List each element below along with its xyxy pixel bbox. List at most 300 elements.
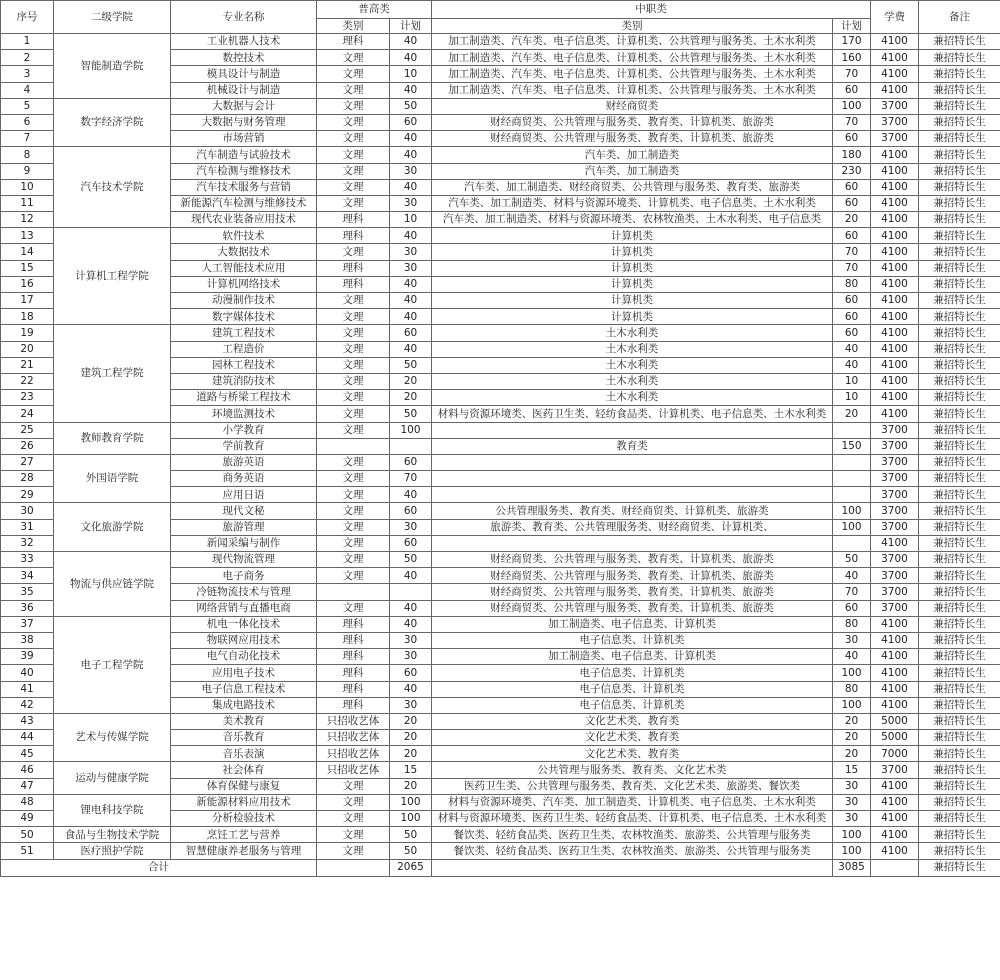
cell-tuition: 4100 xyxy=(871,276,919,292)
cell-vocational-category xyxy=(432,454,833,470)
cell-general-plan: 20 xyxy=(390,730,432,746)
cell-general-category: 文理 xyxy=(317,82,390,98)
cell-major: 软件技术 xyxy=(171,228,317,244)
cell-general-category: 文理 xyxy=(317,843,390,859)
cell-general-plan: 40 xyxy=(390,82,432,98)
cell-general-category: 文理 xyxy=(317,454,390,470)
cell-tuition: 4100 xyxy=(871,681,919,697)
cell-vocational-category: 计算机类 xyxy=(432,293,833,309)
cell-tuition: 4100 xyxy=(871,697,919,713)
cell-vocational-plan: 30 xyxy=(833,811,871,827)
cell-general-plan: 60 xyxy=(390,114,432,130)
cell-general-plan: 40 xyxy=(390,276,432,292)
cell-major: 汽车检测与维修技术 xyxy=(171,163,317,179)
cell-major: 汽车技术服务与营销 xyxy=(171,179,317,195)
cell-note: 兼招特长生 xyxy=(919,276,1000,292)
cell-general-category: 文理 xyxy=(317,147,390,163)
cell-vocational-plan: 10 xyxy=(833,390,871,406)
cell-vocational-category: 财经商贸类、公共管理与服务类、教育类、计算机类、旅游类 xyxy=(432,131,833,147)
cell-seq: 14 xyxy=(1,244,54,260)
cell-major: 商务英语 xyxy=(171,471,317,487)
cell-tuition: 3700 xyxy=(871,422,919,438)
cell-tuition: 4100 xyxy=(871,373,919,389)
cell-major: 美术教育 xyxy=(171,713,317,729)
cell-general-category: 理科 xyxy=(317,34,390,50)
cell-note: 兼招特长生 xyxy=(919,212,1000,228)
cell-vocational-plan: 20 xyxy=(833,730,871,746)
cell-general-plan: 100 xyxy=(390,811,432,827)
cell-major: 市场营销 xyxy=(171,131,317,147)
cell-general-category: 理科 xyxy=(317,697,390,713)
cell-general-category: 理科 xyxy=(317,649,390,665)
cell-general-plan: 100 xyxy=(390,422,432,438)
cell-general-category: 只招收艺体 xyxy=(317,713,390,729)
cell-vocational-category: 汽车类、加工制造类 xyxy=(432,163,833,179)
cell-vocational-plan: 60 xyxy=(833,325,871,341)
cell-vocational-category xyxy=(432,471,833,487)
table-row xyxy=(1,827,1000,843)
cell-major: 模具设计与制造 xyxy=(171,66,317,82)
cell-note: 兼招特长生 xyxy=(919,471,1000,487)
cell-vocational-category: 餐饮类、轻纺食品类、医药卫生类、农林牧渔类、旅游类、公共管理与服务类 xyxy=(432,843,833,859)
cell-general-plan: 30 xyxy=(390,697,432,713)
cell-vocational-category: 电子信息类、计算机类 xyxy=(432,681,833,697)
cell-note: 兼招特长生 xyxy=(919,98,1000,114)
cell-general-plan: 60 xyxy=(390,454,432,470)
cell-general-category: 文理 xyxy=(317,309,390,325)
cell-vocational-plan: 160 xyxy=(833,50,871,66)
cell-vocational-plan: 60 xyxy=(833,195,871,211)
cell-seq: 38 xyxy=(1,632,54,648)
cell-seq: 49 xyxy=(1,811,54,827)
cell-major: 数控技术 xyxy=(171,50,317,66)
cell-vocational-category: 文化艺术类、教育类 xyxy=(432,713,833,729)
cell-major: 集成电路技术 xyxy=(171,697,317,713)
cell-tuition: 4100 xyxy=(871,778,919,794)
cell-tuition: 4100 xyxy=(871,535,919,551)
cell-seq: 20 xyxy=(1,341,54,357)
cell-vocational-category: 土木水利类 xyxy=(432,390,833,406)
cell-major: 应用电子技术 xyxy=(171,665,317,681)
total-note: 兼招特长生 xyxy=(919,859,1000,876)
cell-general-plan: 30 xyxy=(390,244,432,260)
cell-major: 旅游管理 xyxy=(171,519,317,535)
cell-major: 动漫制作技术 xyxy=(171,293,317,309)
cell-general-category: 理科 xyxy=(317,228,390,244)
cell-seq: 6 xyxy=(1,114,54,130)
cell-vocational-category: 计算机类 xyxy=(432,276,833,292)
cell-seq: 50 xyxy=(1,827,54,843)
cell-general-plan: 60 xyxy=(390,665,432,681)
cell-seq: 42 xyxy=(1,697,54,713)
cell-college: 数字经济学院 xyxy=(54,98,171,147)
cell-seq: 7 xyxy=(1,131,54,147)
cell-vocational-plan xyxy=(833,535,871,551)
cell-major: 新能源汽车检测与维修技术 xyxy=(171,195,317,211)
cell-tuition: 4100 xyxy=(871,649,919,665)
cell-vocational-category: 财经商贸类、公共管理与服务类、教育类、计算机类、旅游类 xyxy=(432,568,833,584)
cell-major: 数字媒体技术 xyxy=(171,309,317,325)
cell-note: 兼招特长生 xyxy=(919,454,1000,470)
cell-note: 兼招特长生 xyxy=(919,778,1000,794)
cell-vocational-category: 旅游类、教育类、公共管理服务类、财经商贸类、计算机类、 xyxy=(432,519,833,535)
cell-general-category: 文理 xyxy=(317,422,390,438)
table-row xyxy=(1,34,1000,50)
cell-vocational-category: 电子信息类、计算机类 xyxy=(432,665,833,681)
header-tuition: 学费 xyxy=(871,1,919,34)
cell-note: 兼招特长生 xyxy=(919,179,1000,195)
cell-vocational-plan: 80 xyxy=(833,616,871,632)
cell-vocational-plan: 100 xyxy=(833,665,871,681)
cell-seq: 46 xyxy=(1,762,54,778)
cell-vocational-plan xyxy=(833,471,871,487)
cell-note: 兼招特长生 xyxy=(919,794,1000,810)
cell-vocational-plan: 20 xyxy=(833,713,871,729)
cell-note: 兼招特长生 xyxy=(919,746,1000,762)
cell-general-plan: 50 xyxy=(390,552,432,568)
cell-general-plan: 20 xyxy=(390,373,432,389)
cell-seq: 40 xyxy=(1,665,54,681)
cell-major: 计算机网络技术 xyxy=(171,276,317,292)
cell-major: 汽车制造与试验技术 xyxy=(171,147,317,163)
cell-major: 工业机器人技术 xyxy=(171,34,317,50)
cell-major: 社会体育 xyxy=(171,762,317,778)
table-body xyxy=(1,34,1000,860)
table-row xyxy=(1,503,1000,519)
cell-vocational-plan: 10 xyxy=(833,373,871,389)
cell-seq: 43 xyxy=(1,713,54,729)
cell-general-category: 文理 xyxy=(317,390,390,406)
cell-note: 兼招特长生 xyxy=(919,552,1000,568)
cell-general-category: 文理 xyxy=(317,487,390,503)
table-row xyxy=(1,228,1000,244)
cell-college: 物流与供应链学院 xyxy=(54,552,171,617)
header-note: 备注 xyxy=(919,1,1000,34)
cell-major: 人工智能技术应用 xyxy=(171,260,317,276)
cell-seq: 1 xyxy=(1,34,54,50)
cell-vocational-category: 计算机类 xyxy=(432,260,833,276)
cell-vocational-plan: 50 xyxy=(833,552,871,568)
cell-note: 兼招特长生 xyxy=(919,406,1000,422)
cell-seq: 12 xyxy=(1,212,54,228)
cell-seq: 2 xyxy=(1,50,54,66)
cell-general-plan: 15 xyxy=(390,762,432,778)
cell-seq: 34 xyxy=(1,568,54,584)
cell-note: 兼招特长生 xyxy=(919,762,1000,778)
cell-major: 小学教育 xyxy=(171,422,317,438)
cell-major: 冷链物流技术与管理 xyxy=(171,584,317,600)
cell-general-category: 理科 xyxy=(317,632,390,648)
cell-college: 运动与健康学院 xyxy=(54,762,171,794)
cell-vocational-plan: 60 xyxy=(833,131,871,147)
cell-general-plan: 50 xyxy=(390,406,432,422)
cell-general-plan: 40 xyxy=(390,600,432,616)
cell-note: 兼招特长生 xyxy=(919,50,1000,66)
cell-major: 道路与桥梁工程技术 xyxy=(171,390,317,406)
cell-tuition: 4100 xyxy=(871,293,919,309)
cell-tuition: 4100 xyxy=(871,163,919,179)
cell-vocational-plan: 70 xyxy=(833,66,871,82)
cell-tuition: 3700 xyxy=(871,98,919,114)
cell-vocational-plan: 20 xyxy=(833,746,871,762)
cell-note: 兼招特长生 xyxy=(919,147,1000,163)
table-row xyxy=(1,422,1000,438)
cell-college: 教师教育学院 xyxy=(54,422,171,454)
cell-general-category: 文理 xyxy=(317,406,390,422)
cell-major: 建筑消防技术 xyxy=(171,373,317,389)
cell-vocational-category: 加工制造类、汽车类、电子信息类、计算机类、公共管理与服务类、土木水利类 xyxy=(432,50,833,66)
cell-college: 外国语学院 xyxy=(54,454,171,503)
cell-general-plan: 40 xyxy=(390,616,432,632)
cell-seq: 13 xyxy=(1,228,54,244)
cell-seq: 18 xyxy=(1,309,54,325)
cell-note: 兼招特长生 xyxy=(919,131,1000,147)
cell-tuition: 4100 xyxy=(871,66,919,82)
cell-vocational-category: 土木水利类 xyxy=(432,373,833,389)
cell-vocational-category: 加工制造类、汽车类、电子信息类、计算机类、公共管理与服务类、土木水利类 xyxy=(432,34,833,50)
cell-vocational-category: 财经商贸类、公共管理与服务类、教育类、计算机类、旅游类 xyxy=(432,552,833,568)
header-vocational-category: 类别 xyxy=(432,19,833,34)
cell-seq: 36 xyxy=(1,600,54,616)
cell-vocational-category: 计算机类 xyxy=(432,244,833,260)
cell-vocational-category xyxy=(432,422,833,438)
cell-tuition: 4100 xyxy=(871,34,919,50)
cell-vocational-plan: 100 xyxy=(833,98,871,114)
cell-seq: 31 xyxy=(1,519,54,535)
cell-college: 文化旅游学院 xyxy=(54,503,171,552)
cell-major: 电气自动化技术 xyxy=(171,649,317,665)
cell-general-category xyxy=(317,438,390,454)
cell-general-plan: 60 xyxy=(390,325,432,341)
cell-vocational-plan: 60 xyxy=(833,82,871,98)
cell-tuition: 4100 xyxy=(871,843,919,859)
cell-general-category: 文理 xyxy=(317,50,390,66)
cell-general-category: 文理 xyxy=(317,179,390,195)
cell-note: 兼招特长生 xyxy=(919,293,1000,309)
cell-vocational-plan: 70 xyxy=(833,114,871,130)
cell-seq: 26 xyxy=(1,438,54,454)
cell-general-plan: 60 xyxy=(390,535,432,551)
cell-general-plan: 50 xyxy=(390,357,432,373)
cell-tuition: 4100 xyxy=(871,244,919,260)
cell-tuition: 4100 xyxy=(871,827,919,843)
cell-vocational-category: 土木水利类 xyxy=(432,341,833,357)
cell-tuition: 4100 xyxy=(871,50,919,66)
cell-general-plan: 50 xyxy=(390,827,432,843)
cell-vocational-plan xyxy=(833,454,871,470)
cell-major: 新能源材料应用技术 xyxy=(171,794,317,810)
cell-general-category: 理科 xyxy=(317,260,390,276)
cell-note: 兼招特长生 xyxy=(919,244,1000,260)
cell-vocational-plan: 60 xyxy=(833,309,871,325)
cell-vocational-plan: 230 xyxy=(833,163,871,179)
cell-major: 体育保健与康复 xyxy=(171,778,317,794)
cell-seq: 29 xyxy=(1,487,54,503)
cell-vocational-category: 加工制造类、汽车类、电子信息类、计算机类、公共管理与服务类、土木水利类 xyxy=(432,82,833,98)
cell-general-category: 文理 xyxy=(317,244,390,260)
cell-general-plan xyxy=(390,438,432,454)
cell-tuition: 3700 xyxy=(871,519,919,535)
cell-general-category xyxy=(317,584,390,600)
cell-vocational-plan: 70 xyxy=(833,244,871,260)
table-row xyxy=(1,794,1000,810)
cell-vocational-category: 汽车类、加工制造类 xyxy=(432,147,833,163)
cell-tuition: 3700 xyxy=(871,600,919,616)
total-label: 合计 xyxy=(1,859,317,876)
cell-tuition: 3700 xyxy=(871,568,919,584)
cell-general-plan: 30 xyxy=(390,519,432,535)
cell-tuition: 5000 xyxy=(871,713,919,729)
cell-general-plan: 10 xyxy=(390,212,432,228)
cell-tuition: 4100 xyxy=(871,228,919,244)
cell-general-plan: 20 xyxy=(390,746,432,762)
total-general-category xyxy=(317,859,390,876)
cell-general-plan: 40 xyxy=(390,293,432,309)
cell-general-category: 文理 xyxy=(317,827,390,843)
cell-general-category: 只招收艺体 xyxy=(317,762,390,778)
cell-vocational-plan: 15 xyxy=(833,762,871,778)
total-row xyxy=(1,859,1000,876)
header-vocational-plan: 计划 xyxy=(833,19,871,34)
cell-note: 兼招特长生 xyxy=(919,341,1000,357)
header-vocational: 中职类 xyxy=(432,1,871,19)
cell-tuition: 4100 xyxy=(871,406,919,422)
cell-vocational-category: 计算机类 xyxy=(432,228,833,244)
cell-general-plan: 20 xyxy=(390,713,432,729)
cell-general-category: 文理 xyxy=(317,98,390,114)
cell-general-category: 文理 xyxy=(317,552,390,568)
cell-seq: 4 xyxy=(1,82,54,98)
header-general-category: 类别 xyxy=(317,19,390,34)
cell-general-plan: 30 xyxy=(390,260,432,276)
cell-note: 兼招特长生 xyxy=(919,811,1000,827)
cell-general-category: 文理 xyxy=(317,131,390,147)
cell-general-plan: 30 xyxy=(390,195,432,211)
cell-note: 兼招特长生 xyxy=(919,665,1000,681)
total-general-plan: 2065 xyxy=(390,859,432,876)
cell-general-plan: 40 xyxy=(390,341,432,357)
cell-vocational-category: 加工制造类、电子信息类、计算机类 xyxy=(432,649,833,665)
cell-note: 兼招特长生 xyxy=(919,163,1000,179)
cell-general-category: 文理 xyxy=(317,600,390,616)
cell-college: 电子工程学院 xyxy=(54,616,171,713)
table-row xyxy=(1,454,1000,470)
cell-tuition: 4100 xyxy=(871,147,919,163)
cell-general-category: 文理 xyxy=(317,293,390,309)
cell-major: 应用日语 xyxy=(171,487,317,503)
cell-seq: 27 xyxy=(1,454,54,470)
cell-tuition: 3700 xyxy=(871,438,919,454)
cell-vocational-plan: 30 xyxy=(833,794,871,810)
cell-tuition: 3700 xyxy=(871,454,919,470)
cell-general-category: 文理 xyxy=(317,357,390,373)
cell-note: 兼招特长生 xyxy=(919,681,1000,697)
cell-seq: 28 xyxy=(1,471,54,487)
cell-major: 电子商务 xyxy=(171,568,317,584)
cell-vocational-plan: 40 xyxy=(833,357,871,373)
cell-general-plan: 10 xyxy=(390,66,432,82)
cell-major: 现代农业装备应用技术 xyxy=(171,212,317,228)
cell-vocational-category: 文化艺术类、教育类 xyxy=(432,746,833,762)
cell-seq: 15 xyxy=(1,260,54,276)
cell-vocational-category: 汽车类、加工制造类、材料与资源环境类、计算机类、电子信息类、土木水利类 xyxy=(432,195,833,211)
cell-vocational-plan: 30 xyxy=(833,632,871,648)
cell-general-plan: 40 xyxy=(390,568,432,584)
cell-vocational-category: 文化艺术类、教育类 xyxy=(432,730,833,746)
cell-tuition: 4100 xyxy=(871,390,919,406)
cell-vocational-category: 加工制造类、电子信息类、计算机类 xyxy=(432,616,833,632)
cell-tuition: 4100 xyxy=(871,309,919,325)
cell-college: 建筑工程学院 xyxy=(54,325,171,422)
cell-general-category: 文理 xyxy=(317,568,390,584)
header-general: 普高类 xyxy=(317,1,432,19)
cell-seq: 8 xyxy=(1,147,54,163)
cell-general-category: 理科 xyxy=(317,665,390,681)
cell-vocational-plan: 170 xyxy=(833,34,871,50)
cell-vocational-plan: 100 xyxy=(833,827,871,843)
cell-vocational-category: 公共管理服务类、教育类、财经商贸类、计算机类、旅游类 xyxy=(432,503,833,519)
cell-vocational-category: 材料与资源环境类、医药卫生类、轻纺食品类、计算机类、电子信息类、土木水利类 xyxy=(432,811,833,827)
cell-tuition: 4100 xyxy=(871,212,919,228)
cell-note: 兼招特长生 xyxy=(919,325,1000,341)
cell-major: 旅游英语 xyxy=(171,454,317,470)
table-row xyxy=(1,762,1000,778)
cell-college: 锂电科技学院 xyxy=(54,794,171,826)
cell-tuition: 3700 xyxy=(871,471,919,487)
cell-general-plan: 30 xyxy=(390,163,432,179)
cell-seq: 37 xyxy=(1,616,54,632)
cell-major: 烹饪工艺与营养 xyxy=(171,827,317,843)
cell-note: 兼招特长生 xyxy=(919,309,1000,325)
cell-general-plan: 100 xyxy=(390,794,432,810)
cell-vocational-category xyxy=(432,487,833,503)
cell-vocational-plan: 100 xyxy=(833,519,871,535)
cell-vocational-plan: 20 xyxy=(833,406,871,422)
cell-seq: 51 xyxy=(1,843,54,859)
cell-general-plan: 40 xyxy=(390,34,432,50)
cell-college: 计算机工程学院 xyxy=(54,228,171,325)
cell-note: 兼招特长生 xyxy=(919,260,1000,276)
header-general-plan: 计划 xyxy=(390,19,432,34)
cell-general-category: 文理 xyxy=(317,66,390,82)
cell-major: 智慧健康养老服务与管理 xyxy=(171,843,317,859)
header-row-top xyxy=(1,1,1000,19)
cell-general-plan: 30 xyxy=(390,649,432,665)
cell-major: 音乐表演 xyxy=(171,746,317,762)
cell-general-category: 理科 xyxy=(317,681,390,697)
cell-vocational-category: 加工制造类、汽车类、电子信息类、计算机类、公共管理与服务类、土木水利类 xyxy=(432,66,833,82)
cell-vocational-plan: 80 xyxy=(833,681,871,697)
cell-note: 兼招特长生 xyxy=(919,228,1000,244)
cell-major: 现代物流管理 xyxy=(171,552,317,568)
cell-general-category: 文理 xyxy=(317,778,390,794)
cell-major: 现代文秘 xyxy=(171,503,317,519)
cell-vocational-plan: 80 xyxy=(833,276,871,292)
cell-vocational-plan: 60 xyxy=(833,600,871,616)
cell-vocational-plan: 20 xyxy=(833,212,871,228)
cell-tuition: 4100 xyxy=(871,325,919,341)
cell-seq: 48 xyxy=(1,794,54,810)
cell-vocational-category xyxy=(432,535,833,551)
cell-major: 电子信息工程技术 xyxy=(171,681,317,697)
cell-seq: 47 xyxy=(1,778,54,794)
cell-seq: 33 xyxy=(1,552,54,568)
table-row xyxy=(1,616,1000,632)
cell-vocational-category: 汽车类、加工制造类、财经商贸类、公共管理与服务类、教育类、旅游类 xyxy=(432,179,833,195)
cell-vocational-category: 材料与资源环境类、汽车类、加工制造类、计算机类、电子信息类、土木水利类 xyxy=(432,794,833,810)
cell-tuition: 4100 xyxy=(871,632,919,648)
cell-note: 兼招特长生 xyxy=(919,730,1000,746)
